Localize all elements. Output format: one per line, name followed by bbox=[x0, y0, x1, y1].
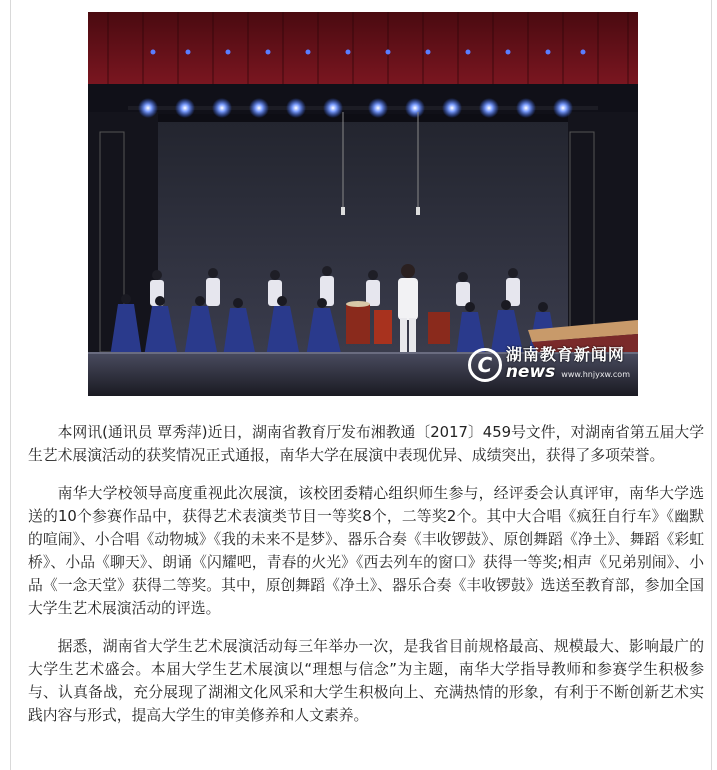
watermark-url: www.hnjyxw.com bbox=[561, 370, 630, 380]
news-watermark bbox=[468, 347, 630, 382]
stage-curtain bbox=[88, 12, 638, 84]
page-border-left bbox=[10, 0, 11, 770]
watermark-title: 湖南教育新闻网 bbox=[505, 345, 625, 365]
page-border-right bbox=[711, 0, 712, 770]
news-logo-icon: C bbox=[468, 348, 502, 382]
article-paragraph: 南华大学校领导高度重视此次展演，该校团委精心组织师生参与，经评委会认真评审，南华大学选送的10个参赛作品中，获得艺术表演类节目一等奖8个，二等奖2个。其中大合唱《疯狂自行车》《幽默的喧闹》、小合唱《动物城》《我的未来不是梦》、器乐合奏《丰收锣鼓》、原创舞蹈《净土》、舞蹈《彩虹桥》、小品《聊天》、朗诵《闪耀吧，青春的火光》《西去列车的窗口》获得一等奖;相声《兄弟别闹》、小品《一念天堂》获得二等奖。其中，原创舞蹈《净土》、器乐合奏《丰收锣鼓》选送至教育部，参加全国大学生艺术展演活动的评选。 bbox=[28, 485, 704, 617]
stage-performance-image bbox=[88, 12, 638, 396]
watermark-news: news bbox=[505, 362, 556, 383]
article-paragraph: 本网讯(通讯员 覃秀萍)近日，湖南省教育厅发布湘教通〔2017〕459号文件，对湖南省第五届大学生艺术展演活动的获奖情况正式通报，南华大学在展演中表现优异、成绩突出，获得了多项荣誉。 bbox=[28, 424, 704, 464]
article-photo bbox=[88, 12, 638, 396]
article-body bbox=[28, 421, 704, 742]
article-paragraph: 据悉，湖南省大学生艺术展演活动每三年举办一次，是我省目前规格最高、规模最大、影响最广的大学生艺术盛会。本届大学生艺术展演以“理想与信念”为主题，南华大学指导教师和参赛学生积极参与、认真备战，充分展现了湖湘文化风采和大学生积极向上、充满热情的形象，有利于不断创新艺术实践内容与形式，提高大学生的审美修养和人文素养。 bbox=[28, 638, 704, 724]
